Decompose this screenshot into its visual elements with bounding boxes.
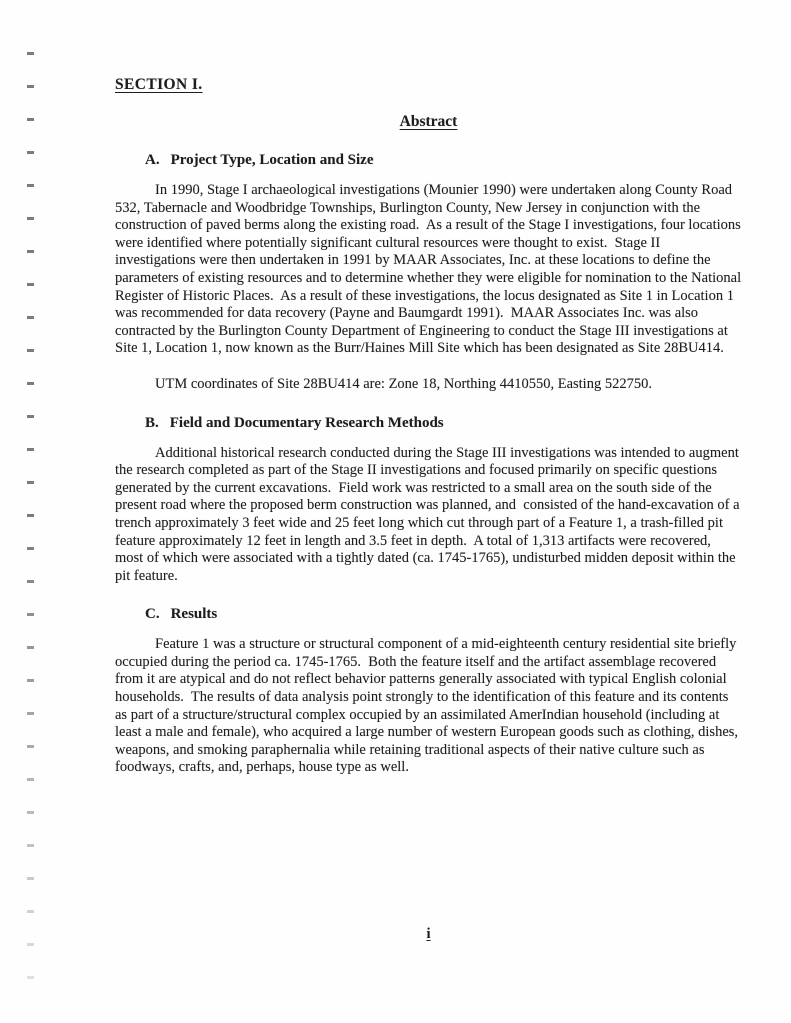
section-b-title: Field and Documentary Research Methods [169, 414, 444, 431]
section-b-label: B. [145, 414, 159, 431]
paragraph-results: Feature 1 was a structure or structural component of a mid-eighteenth century residential site briefly occupied during the period ca. 1745-1765. Both the feature itself and the artifact assemblage recovered from it are atypical and do not reflect behavior patterns generally associated with typical English colonial households. The results of data analysis point strongly to the identification of this feature and its contents as part of a structure/structural complex occupied by an assimilated AmerIndian household (including at least a male and female), who acquired a large number of western European goods such as clothing, dishes, weapons, and smoking paraphernalia while retaining traditional aspects of their native culture such as foodways, crafts, and, perhaps, house type as well. [115, 636, 742, 776]
section-heading-c [115, 606, 742, 623]
page-number: i [426, 926, 431, 942]
section-heading-b [115, 415, 742, 432]
page-content [115, 76, 745, 777]
section-c-label: C. [145, 606, 160, 623]
section-heading: SECTION I. [115, 76, 203, 93]
document-title-text: Abstract [399, 113, 458, 130]
paragraph-project-overview: In 1990, Stage I archaeological investigations (Mounier 1990) were undertaken along County Road 532, Tabernacle and Woodbridge Townships, Burlington County, New Jersey in conjunction with the construction of paved berms along the existing road. As a result of the Stage I investigations, four locations were identified where potentially significant cultural resources were thought to exist. Stage II investigations were then undertaken in 1991 by MAAR Associates, Inc. at these locations to define the parameters of existing resources and to determine whether they were eligible for nomination to the National Register of Historic Places. As a result of these investigations, the locus designated as Site 1 in Location 1 was recommended for data recovery (Payne and Baumgardt 1991). MAAR Associates Inc. was also contracted by the Burlington County Department of Engineering to conduct the Stage III investigations at Site 1, Location 1, now known as the Burr/Haines Mill Site which has been designated as Site 28BU414. [115, 182, 745, 357]
scan-binding-marks [27, 52, 34, 997]
document-title [115, 113, 742, 131]
section-a-title: Project Type, Location and Size [170, 152, 374, 168]
paragraph-utm-coordinates: UTM coordinates of Site 28BU414 are: Zone 18, Northing 4410550, Easting 522750. [155, 375, 652, 392]
section-c-title: Results [170, 606, 218, 623]
section-heading-a [115, 152, 742, 169]
section-a-label: A. [145, 152, 160, 168]
paragraph-research-methods: Additional historical research conducted during the Stage III investigations was intended to augment the research completed as part of the Stage II investigations and focused primarily on specific questions generated by the current excavations. Field work was restricted to a small area on the south side of the present road where the proposed berm construction was planned, and consisted of the hand-excavation of a trench approximately 3 feet wide and 25 feet long which cut through part of a Feature 1, a trash-filled pit feature approximately 12 feet in length and 3.5 feet in depth. A total of 1,313 artifacts were recovered, most of which were associated with a tightly dated (ca. 1745-1765), undisturbed midden deposit within the pit feature. [115, 444, 744, 584]
